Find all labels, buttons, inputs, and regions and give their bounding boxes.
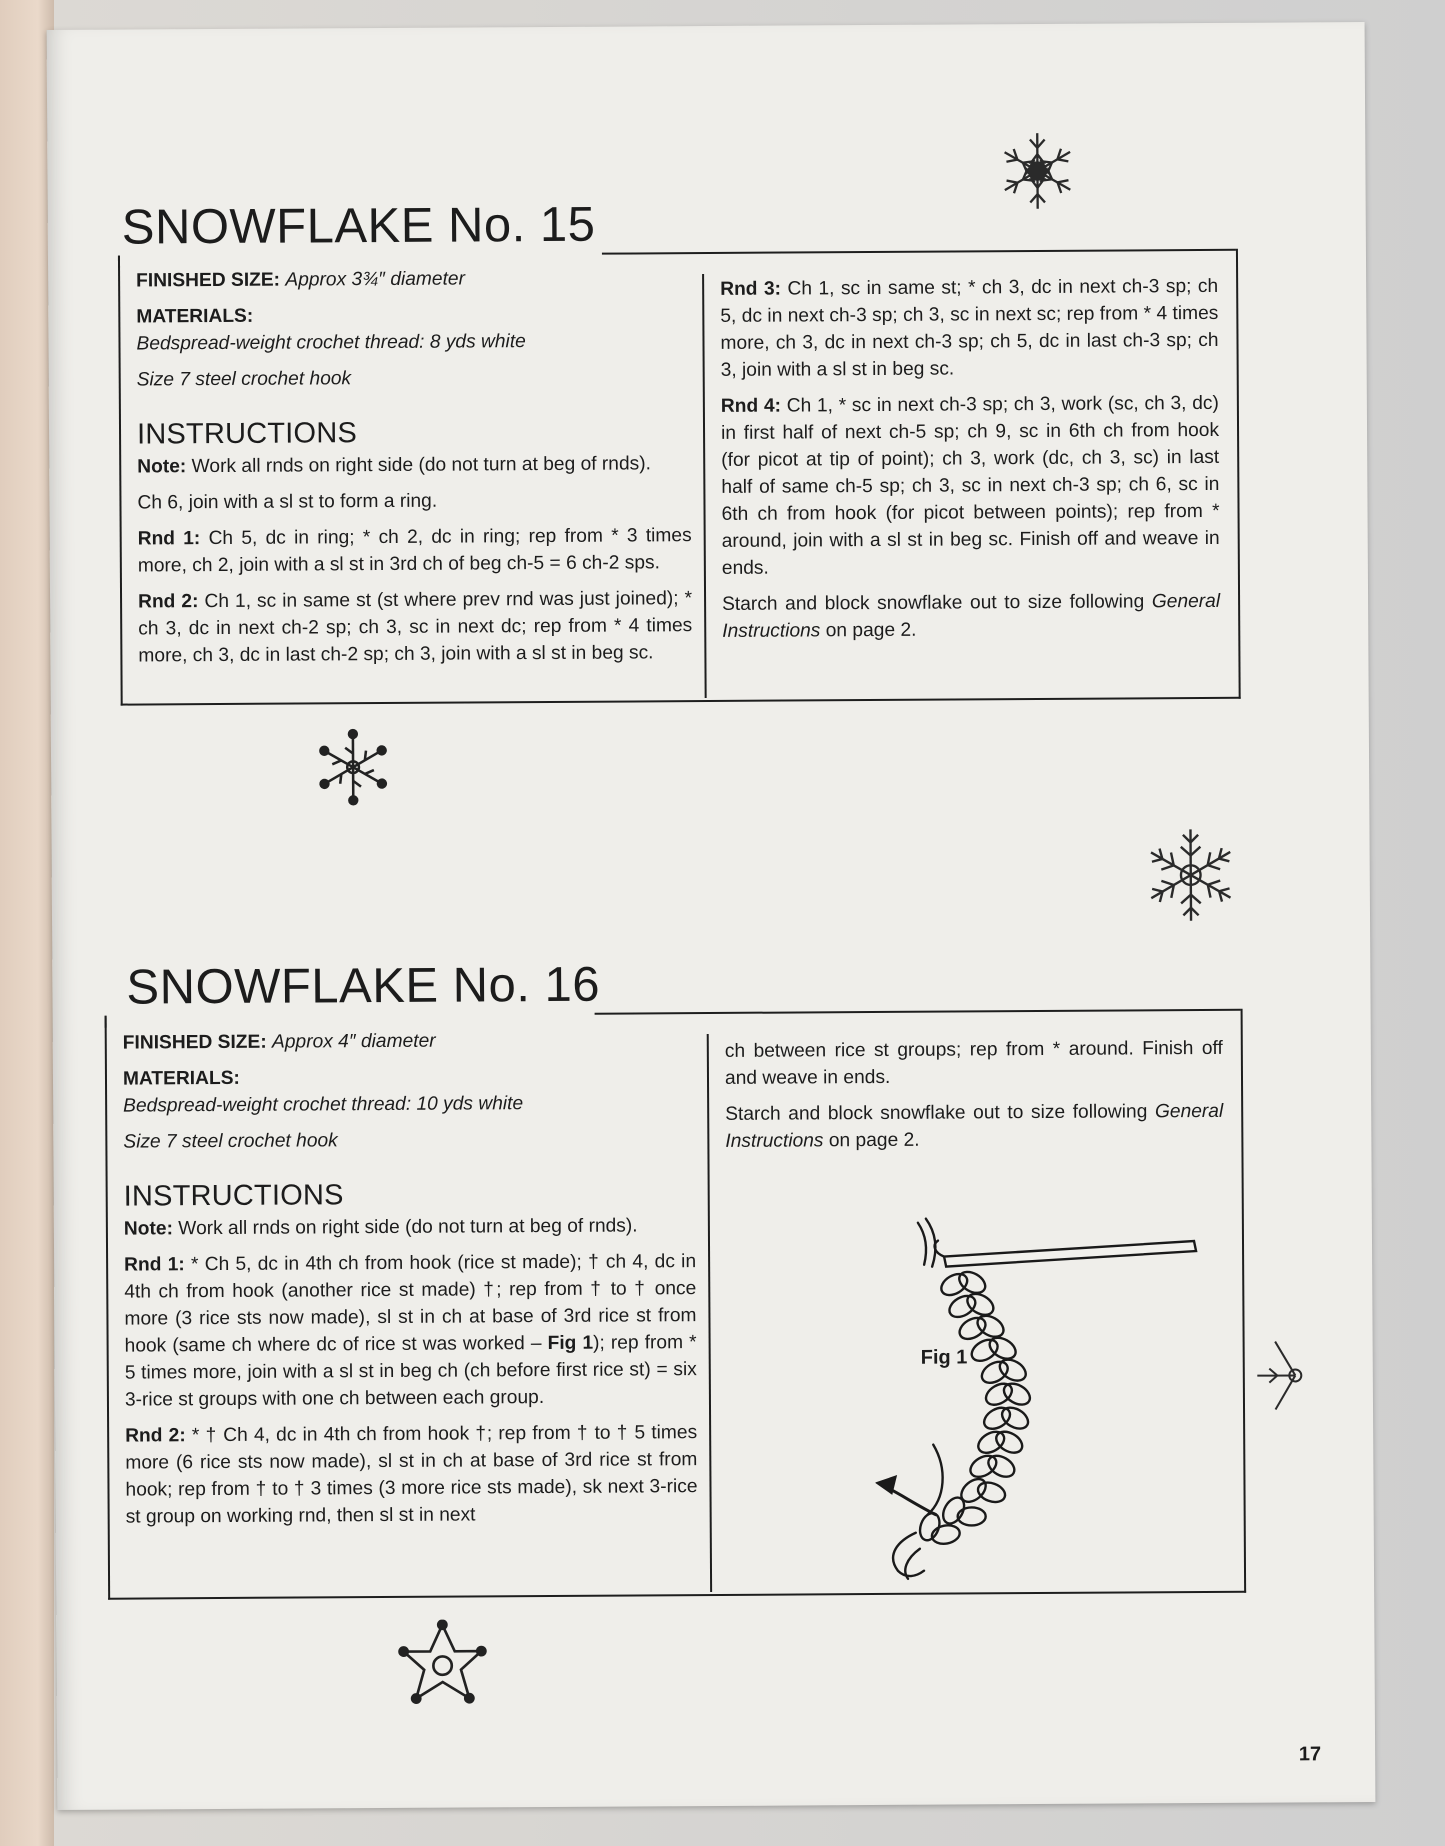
booklet-page	[47, 22, 1376, 1810]
material-item: Bedspread-weight crochet thread: 8 yds white	[136, 331, 526, 355]
round-3: Rnd 3: Ch 1, sc in same st; * ch 3, dc in next ch-3 sp; ch 5, dc in next ch-3 sp; ch 3, sc in next sc; rep from * 4 times more, ch 3, dc in next ch-3 sp; ch 5, dc in last ch-3 sp; ch 3, join with a sl st in beg sc.	[720, 275, 1219, 381]
instructions-heading: INSTRUCTIONS	[123, 1179, 344, 1213]
snowflake-icon-1	[995, 129, 1080, 214]
finished-size: FINISHED SIZE: Approx 3¾″ diameter	[136, 268, 466, 292]
note: Note: Work all rnds on right side (do not turn at beg of rnds).	[137, 453, 651, 478]
snowflake-icon-4	[1243, 1330, 1314, 1420]
material-item: Size 7 steel crochet hook	[123, 1130, 338, 1153]
pattern-16-left-column	[123, 1026, 698, 1539]
materials-label: MATERIALS:	[122, 1067, 240, 1090]
start-text: Ch 6, join with a sl st to form a ring.	[137, 490, 438, 514]
materials-label: MATERIALS:	[136, 305, 254, 328]
snowflake-icon-3	[1141, 826, 1240, 925]
round-1: Rnd 1: Ch 5, dc in ring; * ch 2, dc in ring; rep from * 3 times more, ch 2, join with a sl st in 3rd ch of beg ch-5 = 6 ch-2 sps.	[137, 525, 692, 577]
round-1: Rnd 1: * Ch 5, dc in 4th ch from hook (rice st made); † ch 4, dc in 4th ch from hook (another rice st made) †; rep from † to † once more (3 rice sts now made), sl st in ch at base of 3rd rice st from hook (same ch where dc of rice st was worked – Fig 1); rep from * 5 times more, join with a sl st in beg ch (ch before first rice st) = six 3-rice st groups with one ch between each group.	[124, 1251, 697, 1411]
booklet-spine	[0, 0, 54, 1846]
finished-size: FINISHED SIZE: Approx 4″ diameter	[122, 1030, 436, 1054]
pattern-15-right-column	[720, 273, 1220, 654]
pattern-15-left-column	[136, 264, 693, 678]
material-item: Bedspread-weight crochet thread: 10 yds white	[123, 1093, 524, 1117]
round-2: Rnd 2: Ch 1, sc in same st (st where prev rnd was just joined); * ch 3, dc in next ch-2 sp; ch 3, sc in next dc; rep from * 4 times more, ch 3, dc in last ch-2 sp; ch 3, join with a sl st in beg sc.	[138, 588, 693, 667]
snowflake-icon-5	[396, 1619, 489, 1712]
round-4: Rnd 4: Ch 1, * sc in next ch-3 sp; ch 3, work (sc, ch 3, dc) in first half of next ch-5 sp; ch 9, sc in 6th ch from hook (for picot at tip of point); ch 3, work (dc, ch 3, sc) in last half of same ch-5 sp; ch 3, sc in next ch-3 sp; ch 6, sc in 6th ch from hook (for picot between points); rep from * around, join with a sl st in beg sc. Finish off and weave in ends.	[720, 392, 1220, 579]
page-number: 17	[1298, 1743, 1322, 1766]
figure-label: Fig 1	[920, 1346, 968, 1369]
finishing-text: Starch and block snowflake out to size following General Instructions on page 2.	[725, 1100, 1224, 1152]
instructions-heading: INSTRUCTIONS	[136, 417, 358, 451]
note: Note: Work all rnds on right side (do not turn at beg of rnds).	[123, 1215, 638, 1240]
material-item: Size 7 steel crochet hook	[136, 368, 352, 391]
snowflake-icon-2	[314, 728, 392, 806]
pattern-15-title: SNOWFLAKE No. 15	[121, 197, 596, 255]
finishing-text: Starch and block snowflake out to size following General Instructions on page 2.	[722, 590, 1221, 642]
rice-stitch-figure	[874, 1213, 1206, 1595]
round-2-continued: ch between rice st groups; rep from * around. Finish off and weave in ends.	[724, 1037, 1223, 1089]
pattern-16-title: SNOWFLAKE No. 16	[126, 957, 601, 1015]
pattern-16-right-column	[725, 1035, 1224, 1164]
round-2: Rnd 2: * † Ch 4, dc in 4th ch from hook †; rep from † to † 5 times more (6 rice sts now made), sl st in ch at base of 3rd rice st from hook; rep from † to † 3 times (3 more rice sts made), sk next 3-rice st group on working rnd, then sl st in next	[125, 1422, 698, 1528]
